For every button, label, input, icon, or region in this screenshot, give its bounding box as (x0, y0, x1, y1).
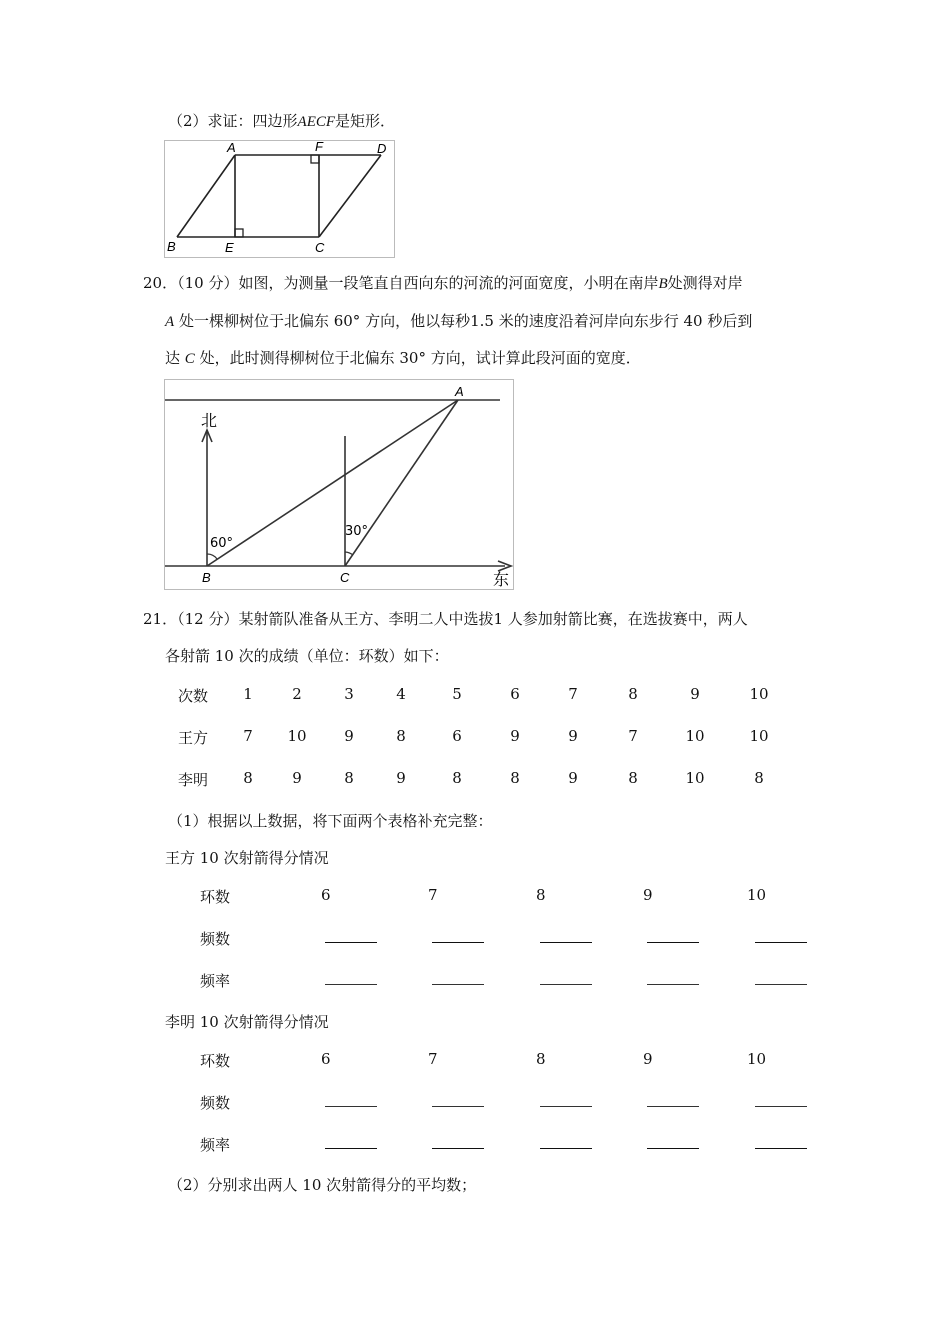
ring-value: 9 (643, 1050, 653, 1068)
table-cell: 7 (243, 727, 253, 745)
angle-c-label: 30° (345, 524, 369, 539)
table-cell: 10 (749, 685, 769, 703)
q20-line2: A 处一棵柳树位于北偏东 60° 方向，他以每秒1.5 米的速度沿着河岸向东步行 40 秒后到 (165, 312, 753, 330)
rate-label: 频率 (200, 1136, 231, 1154)
ring-value: 7 (428, 1050, 438, 1068)
table-cell: 8 (510, 769, 520, 787)
right-angle-f (311, 155, 319, 163)
answer-blank[interactable] (540, 1148, 592, 1149)
table-cell: 7 (568, 685, 578, 703)
side-ab (177, 155, 235, 237)
rate-label: 频率 (200, 972, 231, 990)
q20-line3: 达 C 处，此时测得柳树位于北偏东 30° 方向，试计算此段河面的宽度． (165, 349, 641, 367)
table-cell: 1 (243, 685, 253, 703)
label-e: E (225, 240, 234, 255)
table-cell: 8 (628, 685, 638, 703)
q21-part2: （2）分别求出两人 10 次射箭得分的平均数； (168, 1176, 477, 1194)
side-dc (319, 155, 381, 237)
label-b: B (202, 570, 211, 585)
answer-blank[interactable] (432, 1106, 484, 1107)
table-cell: 10 (685, 769, 705, 787)
answer-blank[interactable] (755, 942, 807, 943)
river-figure (164, 379, 514, 590)
line-ba (207, 400, 458, 566)
table-cell: 3 (344, 685, 354, 703)
table-cell: 8 (628, 769, 638, 787)
q21-line2: 各射箭 10 次的成绩（单位：环数）如下： (165, 647, 449, 665)
table-cell: 9 (344, 727, 354, 745)
q20-line1: 20．（10 分）如图，为测量一段笔直自西向东的河流的河面宽度，小明在南岸B处测得对岸 (143, 274, 743, 292)
freq-label: 频数 (200, 1094, 231, 1112)
table-cell: 7 (628, 727, 638, 745)
label-a: A (455, 384, 464, 399)
answer-blank[interactable] (432, 1148, 484, 1149)
ring-value: 8 (536, 886, 546, 904)
q19-part2: （2）求证：四边形AECF是矩形． (168, 112, 396, 130)
angle-arc-b (207, 554, 217, 559)
answer-blank[interactable] (647, 942, 699, 943)
label-c: C (340, 570, 350, 585)
answer-blank[interactable] (432, 984, 484, 985)
right-angle-e (235, 229, 243, 237)
answer-blank[interactable] (325, 984, 377, 985)
table-cell: 8 (396, 727, 406, 745)
angle-b-label: 60° (210, 536, 234, 551)
table-cell: 9 (396, 769, 406, 787)
label-b: B (167, 239, 176, 254)
parallelogram-figure (164, 140, 395, 258)
table-cell: 9 (690, 685, 700, 703)
ring-value: 6 (321, 886, 331, 904)
ring-value: 9 (643, 886, 653, 904)
answer-blank[interactable] (755, 1148, 807, 1149)
answer-blank[interactable] (647, 1148, 699, 1149)
table-cell: 9 (568, 769, 578, 787)
ring-value: 8 (536, 1050, 546, 1068)
table-cell: 9 (568, 727, 578, 745)
table-cell: 10 (287, 727, 307, 745)
answer-blank[interactable] (647, 984, 699, 985)
line-ca (345, 400, 458, 566)
answer-blank[interactable] (325, 1106, 377, 1107)
scores-row-label-li: 李明 (178, 771, 209, 789)
table-cell: 9 (510, 727, 520, 745)
answer-blank[interactable] (432, 942, 484, 943)
table-cell: 8 (344, 769, 354, 787)
q21-line1: 21．（12 分）某射箭队准备从王方、李明二人中选拔1 人参加射箭比赛，在选拔赛中，两人 (143, 610, 748, 628)
table-cell: 4 (396, 685, 406, 703)
angle-arc-c (345, 552, 353, 555)
answer-blank[interactable] (325, 942, 377, 943)
answer-blank[interactable] (540, 942, 592, 943)
label-f: F (315, 141, 323, 154)
table-cell: 9 (292, 769, 302, 787)
table-cell: 6 (510, 685, 520, 703)
q21-part1: （1）根据以上数据，将下面两个表格补充完整： (168, 812, 493, 830)
table-cell: 8 (452, 769, 462, 787)
scores-header-label: 次数 (178, 687, 209, 705)
ring-value: 6 (321, 1050, 331, 1068)
answer-blank[interactable] (647, 1106, 699, 1107)
table-cell: 8 (754, 769, 764, 787)
answer-blank[interactable] (755, 1106, 807, 1107)
li-table-title: 李明 10 次射箭得分情况 (165, 1013, 329, 1031)
ring-label: 环数 (200, 1052, 231, 1070)
table-cell: 5 (452, 685, 462, 703)
table-cell: 2 (292, 685, 302, 703)
wang-table-title: 王方 10 次射箭得分情况 (165, 849, 329, 867)
ring-value: 10 (747, 886, 767, 904)
label-d: D (377, 141, 387, 156)
table-cell: 10 (685, 727, 705, 745)
label-a: A (227, 141, 236, 155)
ring-value: 10 (747, 1050, 767, 1068)
ring-label: 环数 (200, 888, 231, 906)
table-cell: 8 (243, 769, 253, 787)
answer-blank[interactable] (540, 984, 592, 985)
freq-label: 频数 (200, 930, 231, 948)
answer-blank[interactable] (540, 1106, 592, 1107)
answer-blank[interactable] (755, 984, 807, 985)
east-label: 东 (493, 570, 510, 589)
north-label: 北 (201, 411, 218, 430)
ring-value: 7 (428, 886, 438, 904)
table-cell: 6 (452, 727, 462, 745)
scores-row-label-wang: 王方 (178, 729, 209, 747)
answer-blank[interactable] (325, 1148, 377, 1149)
table-cell: 10 (749, 727, 769, 745)
label-c: C (315, 240, 325, 255)
